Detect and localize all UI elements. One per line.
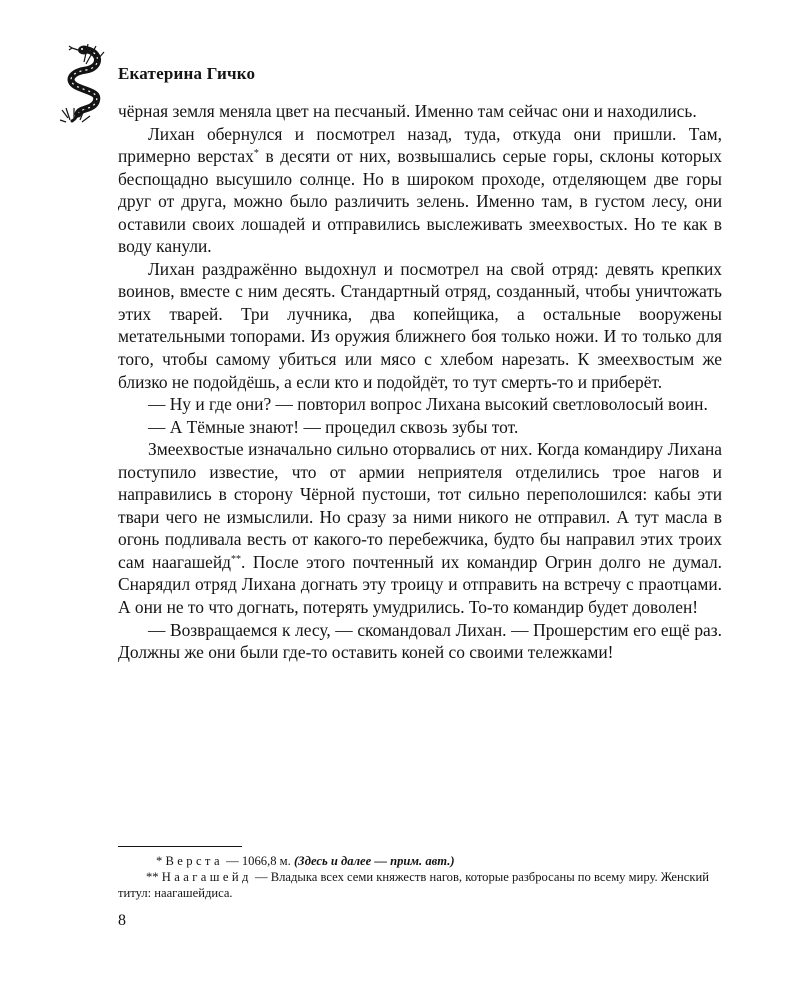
footnote-ref: *: [253, 148, 259, 160]
paragraph: чёрная земля меняла цвет на песчаный. Именно там сейчас они и находились.: [118, 101, 697, 121]
paragraph-text: в десяти от них, возвышались серые горы, склоны которых беспощадно высушило солнце. Но в широком проходе, отделяющем две горы друг от друга, можно было различить зелень. Именно там, в густом лесу, они оставили своих лошадей и отправились выслеживать змеехвостых. Но те как в воду канули.: [118, 146, 722, 257]
author-name: Екатерина Гичко: [118, 64, 256, 83]
footnote: ** Наагашейд — Владыка всех семи княжеств нагов, которые разбросаны по всему миру. Женский титул: наагашейдиса.: [118, 870, 709, 900]
footnotes: [118, 853, 722, 901]
coiled-snake-icon: [58, 44, 108, 124]
dialogue-line: — Возвращаемся к лесу, — скомандовал Лихан. — Прошерстим его ещё раз. Должны же они были где-то оставить коней со своими тележками!: [118, 619, 722, 663]
paragraph: Лихан раздражённо выдохнул и посмотрел на свой отряд: девять крепких воинов, вместе с ним десять. Стандартный отряд, созданный, чтобы уничтожать этих тварей. Три лучника, два копейщика, а остальные вооружены метательными топорами. Из оружия ближнего боя только ножи. И то только для того, чтобы самому убиться или мясо с хлебом нарезать. К змеехвостым же близко не подойдёшь, а если кто и подойдёт, то тут смерть-то и приберёт.: [118, 258, 722, 392]
page-number: 8: [118, 912, 126, 929]
footnote-divider: [118, 846, 242, 847]
paragraph-text: Лихан обернулся и посмотрел назад, туда, откуда они пришли. Там, примерно верстах: [118, 123, 722, 167]
footnote: * Верста — 1066,8 м. (Здесь и далее — прим. авт.): [156, 854, 455, 868]
paragraph: [118, 123, 722, 258]
paragraph-text: . После этого почтенный их командир Огрин долго не думал. Снарядил отряд Лихана догнать эту троицу и отправить на встречу с праотцами. А они не то что догнать, потерять умудрились. То-то командир будет доволен!: [118, 551, 722, 618]
paragraph: [118, 438, 722, 618]
footnote-ref: **: [231, 553, 242, 565]
main-text: [118, 100, 722, 664]
paragraph-text: Змеехвостые изначально сильно оторвались от них. Когда командиру Лихана поступило известие, что от армии неприятеля отделились трое нагов и направились в сторону Чёрной пустоши, тот сильно переполошился: кабы эти твари чего не измыслили. Но сразу за ними никого не отправил. А тут масла в огонь подливала весть от какого-то перебежчика, будто бы направил этих троих сам наагашейд: [118, 439, 722, 572]
dialogue-line: — Ну и где они? — повторил вопрос Лихана высокий светловолосый воин.: [148, 394, 708, 415]
dialogue-line: — А Тёмные знают! — процедил сквозь зубы тот.: [148, 416, 519, 437]
